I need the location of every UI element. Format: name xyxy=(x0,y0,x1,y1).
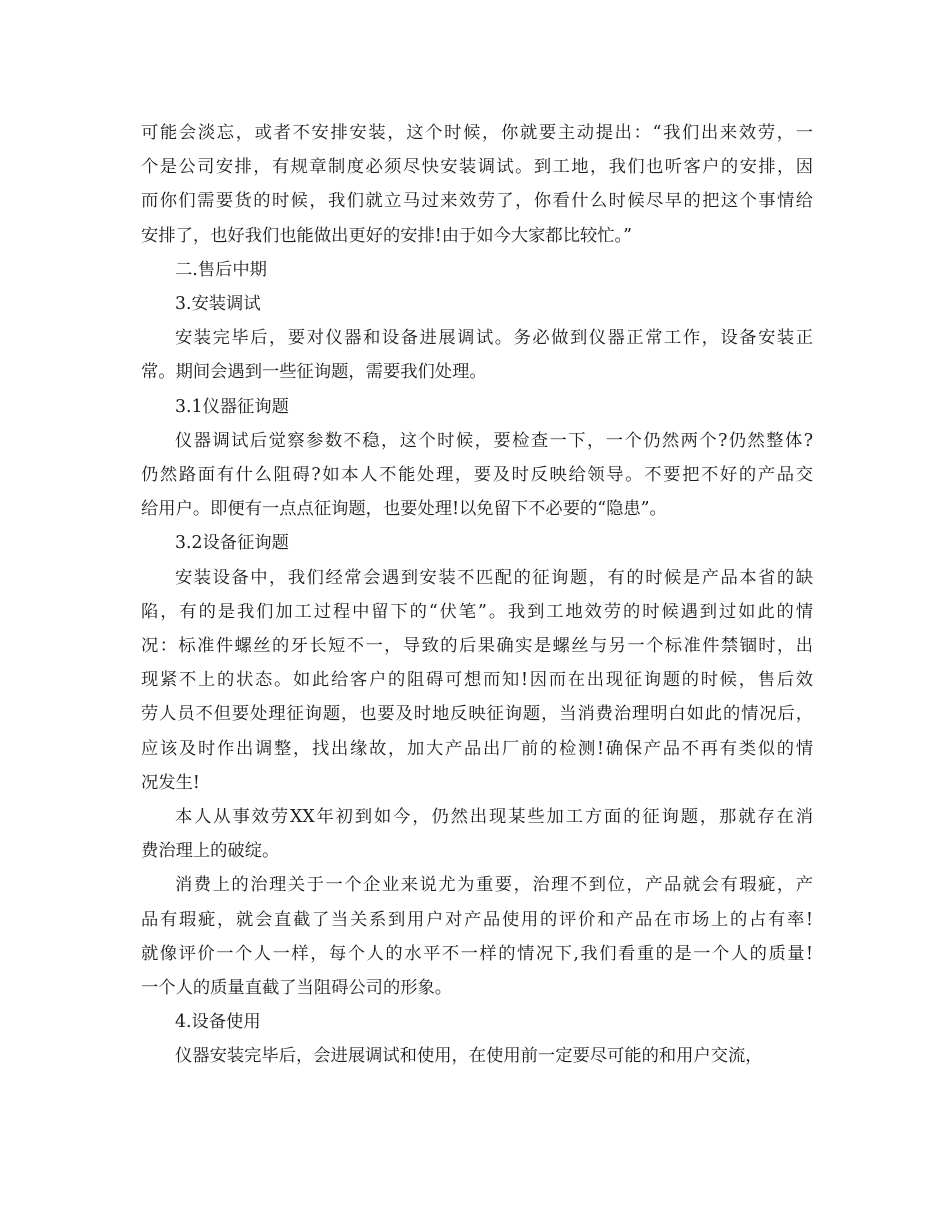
text-line: 陷，有的是我们加工过程中留下的“伏笔”。我到工地效劳的时候遇到过如此的情 xyxy=(141,601,813,622)
paragraph-self-experience xyxy=(141,800,813,868)
text-line: 仍然路面有什么阻碍?如本人不能处理，要及时反映给领导。不要把不好的产品交 xyxy=(141,465,813,486)
text-line: 况：标准件螺丝的牙长短不一，导致的后果确实是螺丝与另一个标准件禁锢时，出 xyxy=(141,636,813,657)
text-line: 劳人员不但要处理征询题，也要及时地反映征询题，当消费治理明白如此的情况后， xyxy=(141,704,813,725)
text-line: 可能会淡忘，或者不安排安装，这个时候，你就要主动提出：“我们出来效劳，一 xyxy=(141,123,813,143)
text-line: 给用户。即便有一点点征询题，也要处理!以免留下不必要的“隐患”。 xyxy=(141,499,667,520)
text-line: 常。期间会遇到一些征询题，需要我们处理。 xyxy=(141,362,487,383)
paragraph-production-management xyxy=(141,868,813,1005)
text-line: 安排了，也好我们也能做出更好的安排!由于如今大家都比较忙。” xyxy=(141,225,633,246)
section-heading-after-sales-mid xyxy=(141,253,813,287)
text-line: 仪器安装完毕后，会进展调试和使用，在使用前一定要尽可能的和用户交流， xyxy=(175,1046,763,1067)
text-line: 个是公司安排，有规章制度必须尽快安装调试。到工地，我们也听客户的安排，因 xyxy=(141,157,813,178)
paragraph-equipment-use xyxy=(141,1039,813,1073)
text-line: 费治理上的破绽。 xyxy=(141,841,280,862)
document-body xyxy=(141,116,813,1074)
text-line: 应该及时作出调整，找出缘故，加大产品出厂前的检测!确保产品不再有类似的情 xyxy=(141,738,813,759)
section-heading-equipment-issues xyxy=(141,526,813,560)
paragraph-equipment-issues xyxy=(141,561,813,800)
text-line: 安装设备中，我们经常会遇到安装不匹配的征询题，有的时候是产品本省的缺 xyxy=(175,567,813,588)
text-line: 一个人的质量直截了当阻碍公司的形象。 xyxy=(141,978,453,999)
heading-text: 4.设备使用 xyxy=(175,1012,261,1033)
section-heading-instrument-issues xyxy=(141,390,813,424)
text-line: 现紧不上的状态。如此给客户的阻碍可想而知!因而在出现征询题的时候，售后效 xyxy=(141,670,813,691)
section-heading-installation xyxy=(141,287,813,321)
heading-text: 3.安装调试 xyxy=(175,294,261,315)
heading-text: 3.2设备征询题 xyxy=(175,533,289,554)
paragraph-intro xyxy=(141,116,813,253)
text-line: 而你们需要货的时候，我们就立马过来效劳了，你看什么时候尽早的把这个事情给 xyxy=(141,191,813,212)
section-heading-equipment-use xyxy=(141,1005,813,1039)
text-line: 仪器调试后觉察参数不稳，这个时候，要检查一下，一个仍然两个?仍然整体? xyxy=(175,430,813,451)
text-line: 安装完毕后，要对仪器和设备进展调试。务必做到仪器正常工作，设备安装正 xyxy=(175,328,813,349)
paragraph-installation xyxy=(141,321,813,389)
text-line: 消费上的治理关于一个企业来说尤为重要，治理不到位，产品就会有瑕疵，产 xyxy=(175,875,813,896)
heading-text: 3.1仪器征询题 xyxy=(175,396,289,417)
text-line: 品有瑕疵，就会直截了当关系到用户对产品使用的评价和产品在市场上的占有率! xyxy=(141,909,813,930)
text-line: 就像评价一个人一样，每个人的水平不一样的情况下,我们看重的是一个人的质量! xyxy=(141,943,813,964)
paragraph-instrument-issues xyxy=(141,424,813,527)
text-line: 况发生! xyxy=(141,772,200,793)
text-line: 本人从事效劳XX年初到如今，仍然出现某些加工方面的征询题，那就存在消 xyxy=(175,807,813,828)
heading-text: 二.售后中期 xyxy=(175,259,267,280)
